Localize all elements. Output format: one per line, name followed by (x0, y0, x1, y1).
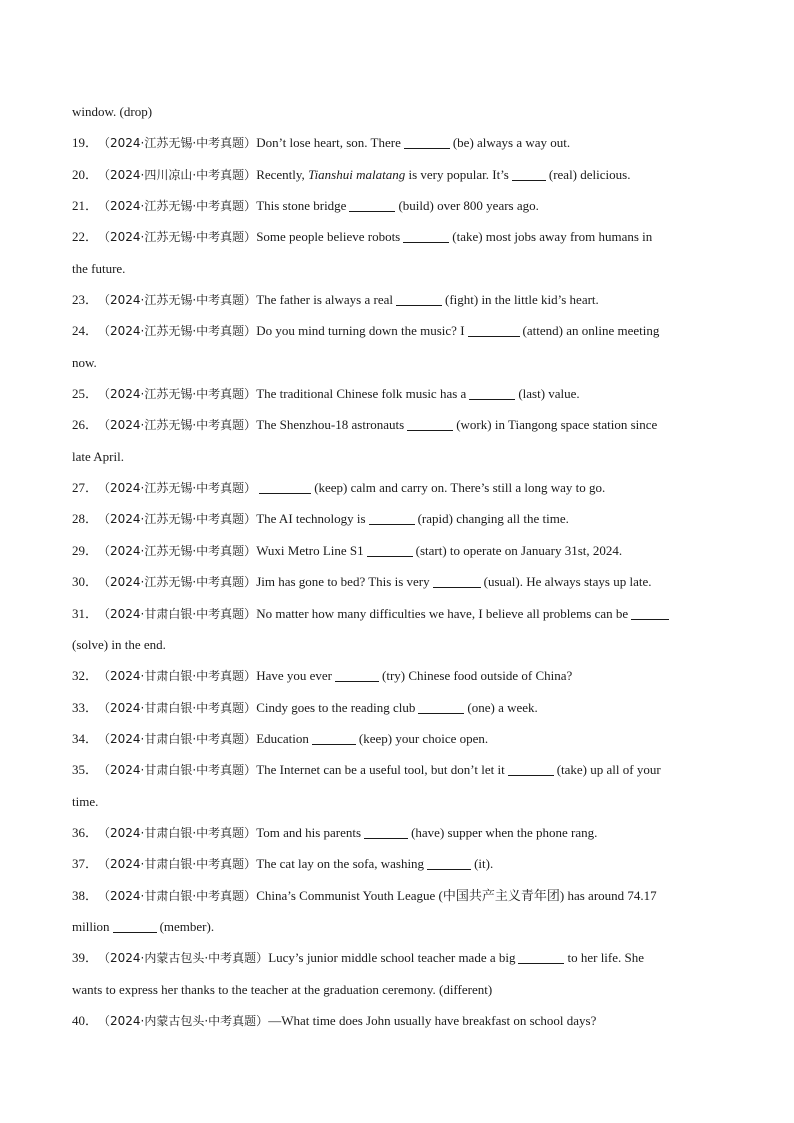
question-list (72, 96, 724, 1036)
question-35: 35．（2024·甘肃白银·中考真题）The Internet can be a useful tool, but don’t let it (take) up all of your (72, 754, 724, 785)
question-number: 38． (72, 887, 99, 903)
question-20: 20．（2024·四川凉山·中考真题）Recently, Tianshui malatang is very popular. It’s (real) delicious. (72, 159, 724, 190)
question-source: （2024·甘肃白银·中考真题） (98, 763, 257, 778)
question-number: 33． (72, 699, 99, 715)
answer-blank[interactable] (512, 168, 546, 181)
question-number: 39． (72, 950, 99, 966)
question-number: 30． (72, 574, 99, 590)
question-number: 32． (72, 668, 99, 684)
answer-blank[interactable] (469, 387, 515, 400)
question-number: 34． (72, 730, 99, 746)
question-source: （2024·甘肃白银·中考真题） (98, 700, 257, 715)
answer-blank[interactable] (433, 575, 481, 588)
question-source: （2024·江苏无锡·中考真题） (98, 293, 257, 308)
question-source: （2024·江苏无锡·中考真题） (98, 418, 257, 433)
question-number: 26． (72, 417, 99, 433)
question-number: 25． (72, 386, 99, 402)
answer-blank[interactable] (335, 669, 379, 682)
question-source: （2024·甘肃白银·中考真题） (98, 888, 257, 903)
question-line: time. (72, 793, 99, 809)
question-19: 19．（2024·江苏无锡·中考真题）Don’t lose heart, son. There (be) always a way out. (72, 127, 724, 158)
answer-blank[interactable] (113, 920, 157, 933)
question-number: 21． (72, 198, 99, 214)
question-40: 40．（2024·内蒙古包头·中考真题）—What time does John usually have breakfast on school days? (72, 1005, 724, 1036)
answer-blank[interactable] (427, 857, 471, 870)
question-line: million (member). (72, 918, 215, 934)
question-source: （2024·江苏无锡·中考真题） (98, 136, 257, 151)
answer-blank[interactable] (259, 481, 311, 494)
question-27: 27．（2024·江苏无锡·中考真题） (keep) calm and carry on. There’s still a long way to go. (72, 472, 724, 503)
answer-blank[interactable] (312, 732, 356, 745)
question-38: 38．（2024·甘肃白银·中考真题）China’s Communist Youth League (中国共产主义青年团) has around 74.17 (72, 880, 724, 911)
question-source: （2024·江苏无锡·中考真题） (98, 481, 257, 496)
question-number: 36． (72, 824, 99, 840)
question-line: window. (drop) (72, 104, 153, 119)
question-39: 39．（2024·内蒙古包头·中考真题）Lucy’s junior middle school teacher made a big to her life. She (72, 942, 724, 973)
question-source: （2024·甘肃白银·中考真题） (98, 606, 257, 621)
question-number: 31． (72, 605, 99, 621)
question-number: 29． (72, 542, 99, 558)
question-21: 21．（2024·江苏无锡·中考真题）This stone bridge (build) over 800 years ago. (72, 190, 724, 221)
question-number: 22． (72, 229, 99, 245)
question-33: 33．（2024·甘肃白银·中考真题）Cindy goes to the reading club (one) a week. (72, 692, 724, 723)
answer-blank[interactable] (396, 293, 442, 306)
question-source: （2024·江苏无锡·中考真题） (98, 512, 257, 527)
question-source: （2024·江苏无锡·中考真题） (98, 199, 257, 214)
question-source: （2024·甘肃白银·中考真题） (98, 669, 257, 684)
question-37: 37．（2024·甘肃白银·中考真题）The cat lay on the sofa, washing (it). (72, 848, 724, 879)
question-32: 32．（2024·甘肃白银·中考真题）Have you ever (try) Chinese food outside of China? (72, 660, 724, 691)
question-number: 20． (72, 166, 99, 182)
question-31: 31．（2024·甘肃白银·中考真题）No matter how many difficulties we have, I believe all problems can be (72, 598, 724, 629)
answer-blank[interactable] (364, 826, 408, 839)
question-line: (solve) in the end. (72, 636, 166, 652)
question-34: 34．（2024·甘肃白银·中考真题）Education (keep) your choice open. (72, 723, 724, 754)
question-line: wants to express her thanks to the teacher at the graduation ceremony. (different) (72, 981, 493, 997)
question-line: now. (72, 354, 97, 370)
answer-blank[interactable] (367, 544, 413, 557)
question-22: 22．（2024·江苏无锡·中考真题）Some people believe robots (take) most jobs away from humans in (72, 221, 724, 252)
answer-blank[interactable] (407, 418, 453, 431)
answer-blank[interactable] (418, 701, 464, 714)
question-source: （2024·甘肃白银·中考真题） (98, 731, 257, 746)
question-23: 23．（2024·江苏无锡·中考真题）The father is always a real (fight) in the little kid’s heart. (72, 284, 724, 315)
question-26: 26．（2024·江苏无锡·中考真题）The Shenzhou-18 astronauts (work) in Tiangong space station since (72, 409, 724, 440)
question-line: the future. (72, 260, 126, 276)
question-source: （2024·江苏无锡·中考真题） (98, 387, 257, 402)
answer-blank[interactable] (403, 230, 449, 243)
answer-blank[interactable] (468, 324, 520, 337)
question-25: 25．（2024·江苏无锡·中考真题）The traditional Chinese folk music has a (last) value. (72, 378, 724, 409)
question-source: （2024·江苏无锡·中考真题） (98, 575, 257, 590)
answer-blank[interactable] (404, 136, 450, 149)
question-number: 37． (72, 856, 99, 872)
question-30: 30．（2024·江苏无锡·中考真题）Jim has gone to bed? This is very (usual). He always stays up late. (72, 566, 724, 597)
question-number: 23． (72, 292, 99, 308)
question-source: （2024·江苏无锡·中考真题） (98, 324, 257, 339)
answer-blank[interactable] (508, 763, 554, 776)
question-source: （2024·内蒙古包头·中考真题） (98, 951, 269, 966)
question-source: （2024·四川凉山·中考真题） (98, 167, 257, 182)
question-number: 27． (72, 480, 99, 496)
question-source: （2024·甘肃白银·中考真题） (98, 825, 257, 840)
answer-blank[interactable] (631, 607, 669, 620)
question-24: 24．（2024·江苏无锡·中考真题）Do you mind turning down the music? I (attend) an online meeting (72, 315, 724, 346)
question-source: （2024·内蒙古包头·中考真题） (98, 1013, 269, 1028)
question-source: （2024·甘肃白银·中考真题） (98, 857, 257, 872)
question-line: late April. (72, 448, 124, 464)
question-29: 29．（2024·江苏无锡·中考真题）Wuxi Metro Line S1 (start) to operate on January 31st, 2024. (72, 535, 724, 566)
question-number: 24． (72, 323, 99, 339)
answer-blank[interactable] (518, 951, 564, 964)
question-source: （2024·江苏无锡·中考真题） (98, 543, 257, 558)
question-number: 35． (72, 762, 99, 778)
answer-blank[interactable] (369, 512, 415, 525)
question-source: （2024·江苏无锡·中考真题） (98, 230, 257, 245)
question-28: 28．（2024·江苏无锡·中考真题）The AI technology is (rapid) changing all the time. (72, 503, 724, 534)
question-number: 40． (72, 1012, 99, 1028)
question-36: 36．（2024·甘肃白银·中考真题）Tom and his parents (have) supper when the phone rang. (72, 817, 724, 848)
answer-blank[interactable] (349, 199, 395, 212)
question-number: 28． (72, 511, 99, 527)
question-number: 19． (72, 135, 99, 151)
